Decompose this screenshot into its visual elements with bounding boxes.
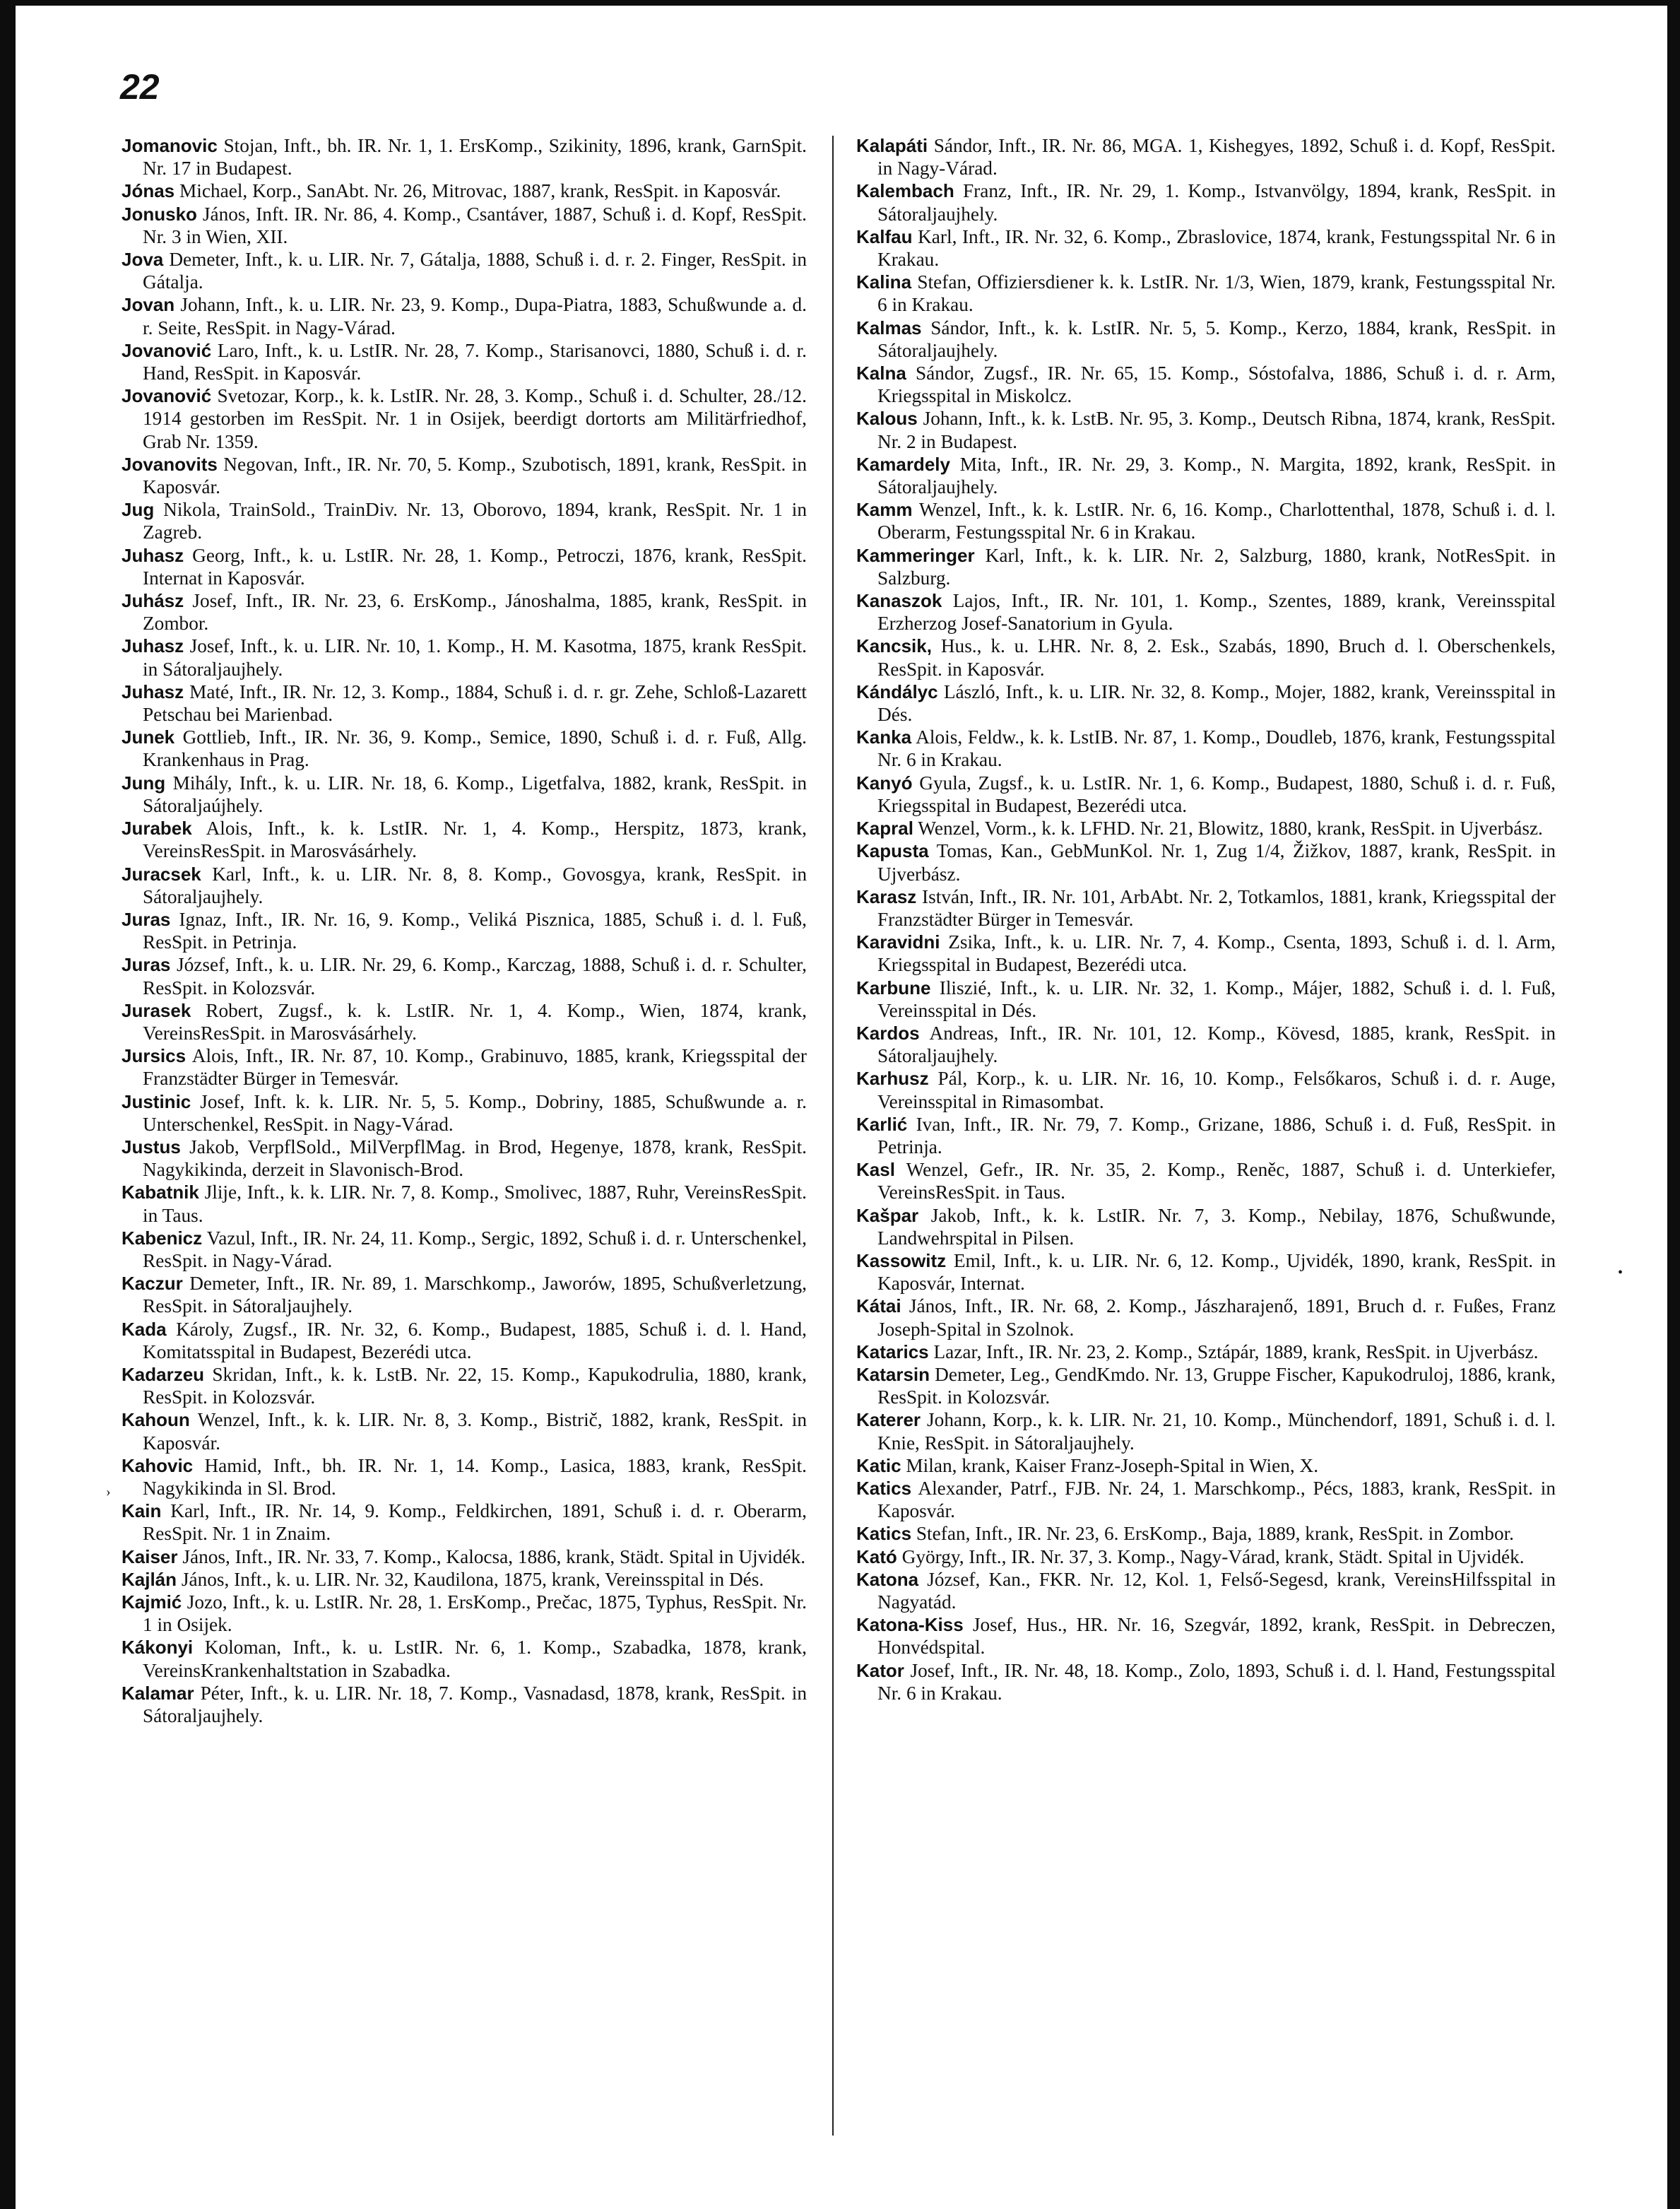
list-item — [122, 179, 807, 202]
list-item — [856, 271, 1556, 316]
entry-text: Ignaz, Inft., IR. Nr. 16, 9. Komp., Veliká Pisznica, 1885, Schuß i. d. l. Fuß, ResSpit. in Petrinja. — [143, 908, 807, 953]
list-item — [856, 1568, 1556, 1613]
entry-text: Stefan, Inft., IR. Nr. 23, 6. ErsKomp., Baja, 1889, krank, ResSpit. in Zombor. — [916, 1523, 1514, 1545]
list-item — [856, 840, 1556, 885]
entry-name: Kassowitz — [856, 1249, 947, 1271]
entry-text: Demeter, Inft., IR. Nr. 89, 1. Marschkomp., Jaworów, 1895, Schußverletzung, ResSpit. in Sátoraljaujhely. — [143, 1273, 807, 1317]
entry-text: Jakob, VerpflSold., MilVerpflMag. in Brod, Hegenye, 1878, krank, ResSpit. Nagykikinda, derzeit in Slavonisch-Brod. — [143, 1136, 807, 1181]
entry-text: Johann, Inft., k. u. LIR. Nr. 23, 9. Komp., Dupa-Piatra, 1883, Schußwunde a. d. r. Seite, ResSpit. in Nagy-Várad. — [143, 294, 807, 338]
list-item — [122, 1136, 807, 1181]
entry-name: Karlić — [856, 1113, 908, 1135]
right-column — [856, 134, 1556, 2169]
entry-name: Karbune — [856, 977, 931, 999]
list-item — [122, 817, 807, 862]
list-item — [856, 362, 1556, 407]
list-item — [122, 908, 807, 953]
list-item — [122, 1227, 807, 1272]
entry-text: Zsika, Inft., k. u. LIR. Nr. 7, 4. Komp., Csenta, 1893, Schuß i. d. l. Arm, Kriegsspital in Budapest, Bezerédi utca. — [877, 931, 1556, 976]
list-item — [856, 1295, 1556, 1340]
entry-name: Katics — [856, 1477, 912, 1499]
entry-name: Junek — [122, 726, 175, 748]
list-item — [122, 681, 807, 726]
entry-name: Katic — [856, 1454, 901, 1476]
entry-name: Justus — [122, 1136, 181, 1157]
list-item — [856, 1522, 1556, 1545]
margin-mark: › — [106, 1484, 111, 1500]
list-item — [122, 248, 807, 293]
list-item — [122, 134, 807, 179]
entry-text: Josef, Inft., IR. Nr. 48, 18. Komp., Zolo, 1893, Schuß i. d. l. Hand, Festungsspital Nr. 6 in Krakau. — [877, 1659, 1556, 1704]
entry-text: Iliszié, Inft., k. u. LIR. Nr. 32, 1. Komp., Májer, 1882, Schuß i. d. l. Fuß, Vereinsspital in Dés. — [877, 977, 1556, 1021]
list-item — [856, 1249, 1556, 1295]
entry-text: János, Inft., k. u. LIR. Nr. 32, Kaudilona, 1875, krank, Vereinsspital in Dés. — [181, 1568, 764, 1590]
list-item — [856, 1022, 1556, 1067]
entry-text: Hamid, Inft., bh. IR. Nr. 1, 14. Komp., Lasica, 1883, krank, ResSpit. Nagykikinda in Sl. Brod. — [143, 1454, 807, 1499]
list-item — [122, 635, 807, 680]
entry-text: Nikola, TrainSold., TrainDiv. Nr. 13, Oborovo, 1894, krank, ResSpit. Nr. 1 in Zagreb. — [143, 499, 807, 543]
entry-text: János, Inft., IR. Nr. 33, 7. Komp., Kalocsa, 1886, krank, Städt. Spital in Ujvidék. — [182, 1545, 806, 1567]
entry-text: Emil, Inft., k. u. LIR. Nr. 6, 12. Komp., Ujvidék, 1890, krank, ResSpit. in Kaposvár, Internat. — [877, 1249, 1556, 1295]
entry-text: Pál, Korp., k. u. LIR. Nr. 16, 10. Komp., Felsőkaros, Schuß i. d. r. Auge, Vereinsspital in Rimasombat. — [877, 1068, 1556, 1112]
entry-text: Wenzel, Inft., k. k. LIR. Nr. 8, 3. Komp., Bistrič, 1882, krank, ResSpit. in Kaposvár. — [143, 1409, 807, 1454]
entry-name: Juhasz — [122, 635, 184, 657]
list-item — [856, 1158, 1556, 1203]
list-item — [856, 772, 1556, 817]
entry-name: Juras — [122, 954, 171, 976]
page-number: 22 — [120, 67, 160, 107]
list-item — [122, 203, 807, 248]
entry-name: Karhusz — [856, 1068, 929, 1090]
list-item — [856, 1545, 1556, 1568]
list-item — [122, 953, 807, 999]
entry-text: Karl, Inft., IR. Nr. 14, 9. Komp., Feldkirchen, 1891, Schuß i. d. r. Oberarm, ResSpit. Nr. 1 in Znaim. — [143, 1500, 807, 1545]
entry-text: Andreas, Inft., IR. Nr. 101, 12. Komp., Kövesd, 1885, krank, ResSpit. in Sátoraljaujhely. — [877, 1022, 1556, 1067]
entry-text: Jlije, Inft., k. k. LIR. Nr. 7, 8. Komp., Smolivec, 1887, Ruhr, VereinsResSpit. in Taus. — [143, 1182, 807, 1226]
list-item — [122, 772, 807, 817]
entry-name: Kašpar — [856, 1204, 919, 1226]
list-item — [856, 1477, 1556, 1522]
list-item — [856, 589, 1556, 635]
list-item — [122, 1044, 807, 1090]
entry-name: Kator — [856, 1659, 904, 1681]
list-item — [856, 977, 1556, 1022]
list-item — [122, 1682, 807, 1727]
entry-name: Katics — [856, 1523, 912, 1545]
entry-text: Josef, Inft., k. u. LIR. Nr. 10, 1. Komp., H. M. Kasotma, 1875, krank ResSpit. in Sátoraljaujhely. — [143, 635, 807, 680]
entry-name: Jova — [122, 249, 164, 271]
entry-text: János, Inft., IR. Nr. 68, 2. Komp., Jászharajenő, 1891, Bruch d. r. Fußes, Franz Joseph-Spital in Szolnok. — [877, 1295, 1556, 1340]
entry-name: Jovan — [122, 294, 175, 316]
entry-text: Demeter, Inft., k. u. LIR. Nr. 7, Gátalja, 1888, Schuß i. d. r. 2. Finger, ResSpit. in Gátalja. — [143, 249, 807, 293]
list-item — [122, 1272, 807, 1317]
list-item — [856, 885, 1556, 931]
entry-name: Kalfau — [856, 225, 913, 247]
list-item — [856, 1204, 1556, 1249]
entry-name: Jursics — [122, 1045, 187, 1067]
entry-text: Wenzel, Gefr., IR. Nr. 35, 2. Komp., Reněc, 1887, Schuß i. d. Unterkiefer, VereinsResSpit. in Taus. — [877, 1159, 1556, 1203]
entry-text: Demeter, Leg., GendKmdo. Nr. 13, Gruppe Fischer, Kapukodruloj, 1886, krank, ResSpit. in Kolozsvár. — [877, 1363, 1556, 1408]
entry-text: Alexander, Patrf., FJB. Nr. 24, 1. Marschkomp., Pécs, 1883, krank, ResSpit. in Kaposvár. — [877, 1477, 1556, 1522]
entry-text: Karl, Inft., IR. Nr. 32, 6. Komp., Zbraslovice, 1874, krank, Festungsspital Nr. 6 in Krakau. — [877, 225, 1556, 271]
entry-text: József, Inft., k. u. LIR. Nr. 29, 6. Komp., Karczag, 1888, Schuß i. d. r. Schulter, ResSpit. in Kolozsvár. — [143, 954, 807, 999]
list-item — [122, 1318, 807, 1363]
entry-name: Juhász — [122, 590, 184, 612]
entry-text: Sándor, Inft., k. k. LstIR. Nr. 5, 5. Komp., Kerzo, 1884, krank, ResSpit. in Sátoraljaujhely. — [877, 317, 1556, 361]
entry-name: Kajmić — [122, 1591, 182, 1613]
entry-text: Maté, Inft., IR. Nr. 12, 3. Komp., 1884, Schuß i. d. r. gr. Zehe, Schloß-Lazarett Petschau bei Marienbad. — [143, 681, 807, 726]
entry-text: Josef, Inft., IR. Nr. 23, 6. ErsKomp., Jánoshalma, 1885, krank, ResSpit. in Zombor. — [143, 590, 807, 635]
entry-text: Károly, Zugsf., IR. Nr. 32, 6. Komp., Budapest, 1885, Schuß i. d. l. Hand, Komitatsspital in Budapest, Bezerédi utca. — [143, 1318, 807, 1362]
entry-name: Juhasz — [122, 681, 184, 702]
entry-text: Stojan, Inft., bh. IR. Nr. 1, 1. ErsKomp., Szikinity, 1896, krank, GarnSpit. Nr. 17 in Budapest. — [143, 135, 807, 179]
entry-name: Kátai — [856, 1295, 901, 1317]
entry-name: Jonusko — [122, 203, 197, 225]
list-item — [856, 134, 1556, 179]
list-item — [122, 589, 807, 635]
list-item — [856, 817, 1556, 840]
entry-text: Karl, Inft., k. k. LIR. Nr. 2, Salzburg, 1880, krank, NotResSpit. in Salzburg. — [877, 544, 1556, 589]
entry-text: Mita, Inft., IR. Nr. 29, 3. Komp., N. Margita, 1892, krank, ResSpit. in Sátoraljaujhely. — [877, 453, 1556, 498]
entry-name: Kabatnik — [122, 1182, 199, 1203]
list-item — [122, 1545, 807, 1568]
entry-text: Gyula, Zugsf., k. u. LstIR. Nr. 1, 6. Komp., Budapest, 1880, Schuß i. d. r. Fuß, Kriegsspital in Budapest, Bezerédi utca. — [877, 772, 1556, 816]
entry-text: Michael, Korp., SanAbt. Nr. 26, Mitrovac, 1887, krank, ResSpit. in Kaposvár. — [179, 180, 781, 202]
entry-text: Johann, Korp., k. k. LIR. Nr. 21, 10. Komp., Münchendorf, 1891, Schuß i. d. l. Knie, ResSpit. in Sátoraljaujhely. — [877, 1409, 1556, 1454]
list-item — [122, 1408, 807, 1454]
entry-name: Juracsek — [122, 863, 201, 885]
list-item — [122, 1500, 807, 1545]
entry-name: Kain — [122, 1500, 162, 1522]
list-item — [122, 384, 807, 453]
list-item — [856, 681, 1556, 726]
entry-text: Péter, Inft., k. u. LIR. Nr. 18, 7. Komp., Vasnadasd, 1878, krank, ResSpit. in Sátoraljaujhely. — [143, 1682, 807, 1727]
entry-name: Kapral — [856, 818, 913, 840]
list-item — [856, 726, 1556, 771]
list-item — [122, 544, 807, 589]
entry-name: Katarsin — [856, 1363, 930, 1385]
entry-name: Kalmas — [856, 317, 922, 338]
entry-name: Kancsik, — [856, 635, 932, 657]
entry-text: Robert, Zugsf., k. k. LstIR. Nr. 1, 4. Komp., Wien, 1874, krank, VereinsResSpit. in Marosvásárhely. — [143, 999, 807, 1044]
list-item — [122, 863, 807, 908]
list-item — [122, 1454, 807, 1500]
entry-name: Kamardely — [856, 453, 950, 475]
entry-name: Kasl — [856, 1159, 895, 1181]
entry-name: Kákonyi — [122, 1637, 194, 1659]
entry-name: Kammeringer — [856, 544, 975, 566]
entry-name: Juras — [122, 908, 171, 930]
list-item — [122, 293, 807, 338]
entry-text: Alois, Feldw., k. k. LstIB. Nr. 87, 1. Komp., Doudleb, 1876, krank, Festungsspital Nr. 6 in Krakau. — [877, 726, 1556, 771]
entry-text: Josef, Hus., HR. Nr. 16, Szegvár, 1892, krank, ResSpit. in Debreczen, Honvédspital. — [877, 1614, 1556, 1659]
entry-text: Jozo, Inft., k. u. LstIR. Nr. 28, 1. ErsKomp., Prečac, 1875, Typhus, ResSpit. Nr. 1 in Osijek. — [143, 1591, 807, 1636]
entry-name: Kahovic — [122, 1454, 194, 1476]
list-item — [856, 407, 1556, 452]
list-item — [856, 317, 1556, 362]
entry-text: Franz, Inft., IR. Nr. 29, 1. Komp., Istvanvölgy, 1894, krank, ResSpit. in Sátoraljaujhely. — [877, 180, 1556, 225]
entry-text: Hus., k. u. LHR. Nr. 8, 2. Esk., Szabás, 1890, Bruch d. l. Oberschenkels, ResSpit. in Kaposvár. — [877, 635, 1556, 680]
entry-name: Katona-Kiss — [856, 1614, 964, 1636]
entry-name: Kabenicz — [122, 1227, 203, 1249]
list-item — [856, 1341, 1556, 1363]
list-item — [122, 726, 807, 771]
margin-mark: • — [1618, 1265, 1623, 1280]
entry-name: Katarics — [856, 1341, 929, 1362]
list-item — [122, 1363, 807, 1408]
entry-text: Lazar, Inft., IR. Nr. 23, 2. Komp., Sztápár, 1889, krank, ResSpit. in Ujverbász. — [933, 1341, 1539, 1362]
entry-text: József, Kan., FKR. Nr. 12, Kol. 1, Felső-Segesd, krank, VereinsHilfsspital in Nagyatád. — [877, 1568, 1556, 1613]
list-item — [856, 544, 1556, 589]
entry-text: Negovan, Inft., IR. Nr. 70, 5. Komp., Szubotisch, 1891, krank, ResSpit. in Kaposvár. — [143, 453, 807, 498]
entry-name: Kató — [856, 1545, 897, 1567]
entry-name: Kaiser — [122, 1545, 178, 1567]
entry-name: Jug — [122, 499, 155, 521]
entry-text: Milan, krank, Kaiser Franz-Joseph-Spital in Wien, X. — [906, 1454, 1319, 1476]
entry-text: Wenzel, Inft., k. k. LstIR. Nr. 6, 16. Komp., Charlottenthal, 1878, Schuß i. d. l. Oberarm, Festungsspital Nr. 6 in Krakau. — [877, 499, 1556, 543]
list-item — [856, 179, 1556, 225]
list-item — [856, 635, 1556, 680]
entry-name: Justinic — [122, 1090, 191, 1112]
left-column — [122, 134, 807, 2169]
entry-name: Karavidni — [856, 931, 940, 953]
entry-text: Skridan, Inft., k. k. LstB. Nr. 22, 15. Komp., Kapukodrulia, 1880, krank, ResSpit. in Kolozsvár. — [143, 1363, 807, 1408]
column-divider — [832, 136, 834, 2136]
entry-text: Ivan, Inft., IR. Nr. 79, 7. Komp., Grizane, 1886, Schuß i. d. Fuß, ResSpit. in Petrinja. — [877, 1113, 1556, 1157]
entry-text: Gottlieb, Inft., IR. Nr. 36, 9. Komp., Semice, 1890, Schuß i. d. r. Fuß, Allg. Krankenhaus in Prag. — [143, 726, 807, 771]
list-item — [122, 1636, 807, 1681]
list-item — [856, 1408, 1556, 1454]
list-item — [856, 1363, 1556, 1408]
entry-name: Kardos — [856, 1022, 920, 1044]
entry-name: Kanyó — [856, 772, 913, 794]
list-item — [122, 999, 807, 1044]
entry-name: Kadarzeu — [122, 1363, 205, 1385]
entry-text: Wenzel, Vorm., k. k. LFHD. Nr. 21, Blowitz, 1880, krank, ResSpit. in Ujverbász. — [918, 818, 1543, 840]
list-item — [122, 339, 807, 384]
entry-name: Juhasz — [122, 544, 184, 566]
entry-name: Jung — [122, 772, 166, 794]
list-item — [856, 1067, 1556, 1112]
entry-name: Jónas — [122, 180, 175, 202]
entry-name: Kalamar — [122, 1682, 194, 1704]
list-item — [856, 225, 1556, 271]
entry-text: Josef, Inft. k. k. LIR. Nr. 5, 5. Komp., Dobriny, 1885, Schußwunde a. r. Unterschenkel, ResSpit. in Nagy-Várad. — [143, 1090, 807, 1135]
entry-text: Vazul, Inft., IR. Nr. 24, 11. Komp., Sergic, 1892, Schuß i. d. r. Unterschenkel, ResSpit. in Nagy-Várad. — [143, 1227, 807, 1271]
entry-name: Katona — [856, 1568, 919, 1590]
entry-name: Kanaszok — [856, 590, 942, 612]
entry-name: Kahoun — [122, 1409, 190, 1431]
entry-text: Karl, Inft., k. u. LIR. Nr. 8, 8. Komp., Govosgya, krank, ResSpit. in Sátoraljaujhely. — [143, 863, 807, 907]
entry-text: Mihály, Inft., k. u. LIR. Nr. 18, 6. Komp., Ligetfalva, 1882, krank, ResSpit. in Sátoraljaújhely. — [143, 772, 807, 816]
entry-name: Jovanović — [122, 339, 212, 361]
entry-name: Kándályc — [856, 681, 938, 702]
entry-name: Jurasek — [122, 999, 191, 1021]
entry-text: Koloman, Inft., k. u. LstIR. Nr. 6, 1. Komp., Szabadka, 1878, krank, VereinsKrankenhaltstation in Szabadka. — [143, 1637, 807, 1681]
entry-name: Kamm — [856, 499, 913, 521]
entry-name: Kaczur — [122, 1273, 183, 1295]
entry-name: Kanka — [856, 726, 912, 748]
list-item — [856, 453, 1556, 498]
entry-name: Kalous — [856, 408, 918, 430]
entry-text: Tomas, Kan., GebMunKol. Nr. 1, Zug 1/4, Žižkov, 1887, krank, ResSpit. in Ujverbász. — [877, 840, 1556, 885]
entry-name: Kalembach — [856, 180, 954, 202]
list-item — [856, 1659, 1556, 1704]
list-item — [122, 1090, 807, 1136]
entry-name: Jovanovits — [122, 453, 218, 475]
list-item — [122, 498, 807, 543]
entry-text: László, Inft., k. u. LIR. Nr. 32, 8. Komp., Mojer, 1882, krank, Vereinsspital in Dés. — [877, 681, 1556, 726]
list-item — [856, 1613, 1556, 1659]
list-item — [856, 931, 1556, 976]
list-item — [122, 453, 807, 498]
entry-text: Stefan, Offiziersdiener k. k. LstIR. Nr. 1/3, Wien, 1879, krank, Festungsspital Nr. 6 in Krakau. — [877, 271, 1556, 316]
entry-text: Laro, Inft., k. u. LstIR. Nr. 28, 7. Komp., Starisanovci, 1880, Schuß i. d. r. Hand, ResSpit. in Kaposvár. — [143, 339, 807, 384]
entry-name: Kalna — [856, 363, 906, 384]
entry-name: Kapusta — [856, 840, 929, 862]
list-item — [856, 1113, 1556, 1158]
entry-text: István, Inft., IR. Nr. 101, ArbAbt. Nr. 2, Totkamlos, 1881, krank, Kriegsspital der Franzstädter Bürger in Temesvár. — [877, 885, 1556, 930]
entry-text: Jakob, Inft., k. k. LstIR. Nr. 7, 3. Komp., Nebilay, 1876, Schußwunde, Landwehrspital in Pilsen. — [877, 1204, 1556, 1249]
entry-text: Sándor, Zugsf., IR. Nr. 65, 15. Komp., Sóstofalva, 1886, Schuß i. d. r. Arm, Kriegsspital in Miskolcz. — [877, 363, 1556, 407]
entry-name: Karasz — [856, 885, 917, 907]
entry-text: Svetozar, Korp., k. k. LstIR. Nr. 28, 3. Komp., Schuß i. d. Schulter, 28./12. 1914 gestorben im ResSpit. Nr. 1 in Osijek, beerdigt dortorts am Militärfriedhof, Grab Nr. 1359. — [143, 385, 807, 452]
list-item — [856, 498, 1556, 543]
entry-name: Jurabek — [122, 818, 192, 840]
entry-text: Georg, Inft., k. u. LstIR. Nr. 28, 1. Komp., Petroczi, 1876, krank, ResSpit. Internat in Kaposvár. — [143, 544, 807, 589]
entry-name: Katerer — [856, 1409, 921, 1431]
entry-text: Alois, Inft., IR. Nr. 87, 10. Komp., Grabinuvo, 1885, krank, Kriegsspital der Franzstädter Bürger in Temesvár. — [143, 1045, 807, 1090]
entry-text: Lajos, Inft., IR. Nr. 101, 1. Komp., Szentes, 1889, krank, Vereinsspital Erzherzog Josef-Sanatorium in Gyula. — [877, 590, 1556, 635]
entry-text: Alois, Inft., k. k. LstIR. Nr. 1, 4. Komp., Herspitz, 1873, krank, VereinsResSpit. in Marosvásárhely. — [143, 818, 807, 862]
entry-name: Kalapáti — [856, 135, 928, 156]
entry-text: György, Inft., IR. Nr. 37, 3. Komp., Nagy-Várad, krank, Städt. Spital in Ujvidék. — [901, 1545, 1525, 1567]
entry-name: Jomanovic — [122, 135, 218, 156]
list-item — [856, 1454, 1556, 1477]
entry-text: Johann, Inft., k. k. LstB. Nr. 95, 3. Komp., Deutsch Ribna, 1874, krank, ResSpit. Nr. 2 in Budapest. — [877, 408, 1556, 452]
list-item — [122, 1568, 807, 1591]
list-item — [122, 1591, 807, 1636]
entry-text: János, Inft. IR. Nr. 86, 4. Komp., Csantáver, 1887, Schuß i. d. Kopf, ResSpit. Nr. 3 in Wien, XII. — [143, 203, 807, 247]
entry-name: Kalina — [856, 271, 912, 293]
entry-name: Kada — [122, 1318, 167, 1340]
entry-name: Jovanović — [122, 385, 212, 407]
entry-text: Sándor, Inft., IR. Nr. 86, MGA. 1, Kishegyes, 1892, Schuß i. d. Kopf, ResSpit. in Nagy-Várad. — [877, 135, 1556, 179]
list-item — [122, 1181, 807, 1226]
entry-name: Kajlán — [122, 1568, 177, 1590]
